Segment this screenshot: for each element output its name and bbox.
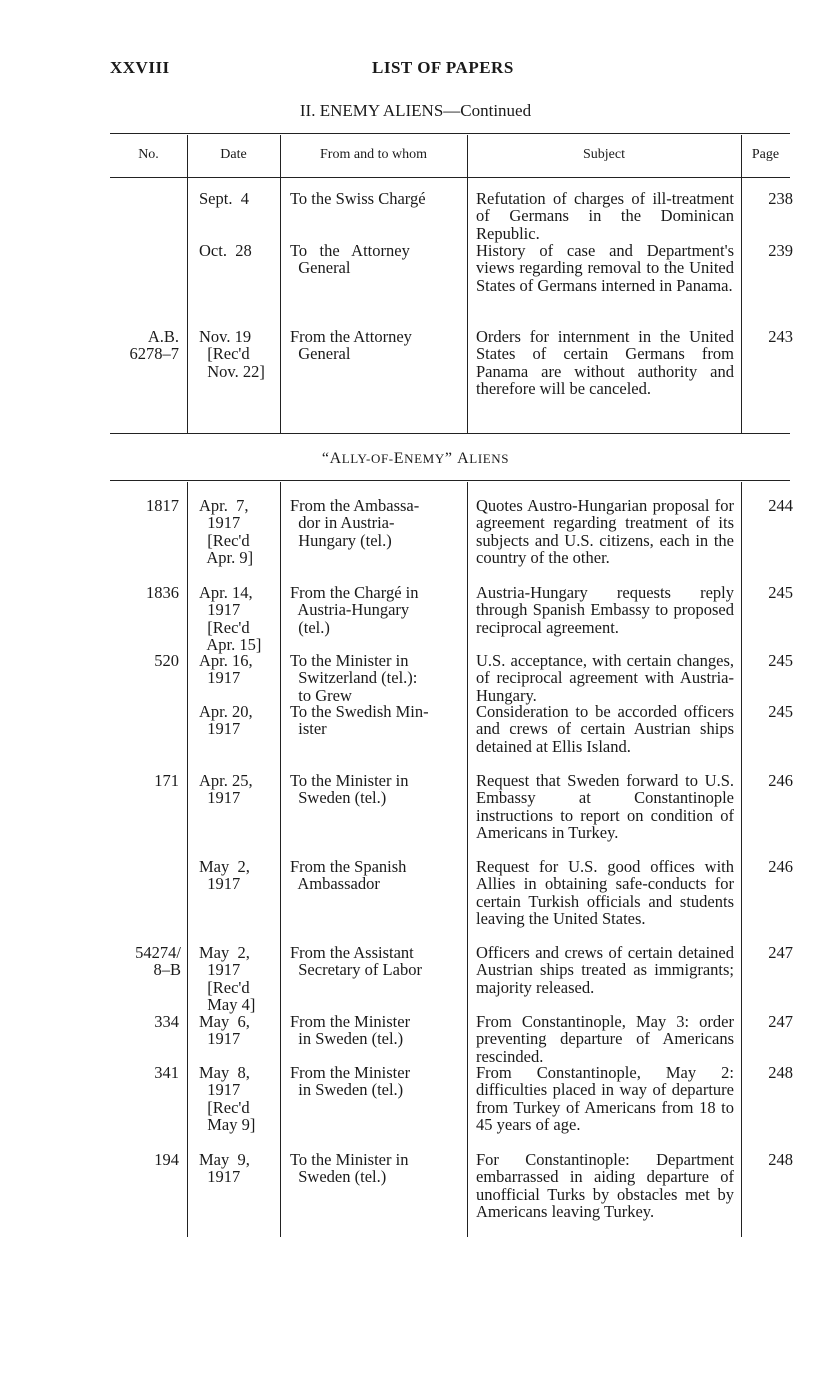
table1-top-rule <box>110 133 790 134</box>
row-apr20-from-to: To the Swedish Min- ister <box>290 702 429 739</box>
row-apr20-date: Apr. 20, 1917 <box>199 702 253 739</box>
row-341-date: May 8, 1917 [Rec'd May 9] <box>199 1063 256 1134</box>
row3-from-to: From the Attorney General <box>290 327 412 364</box>
row-520-date: Apr. 16, 1917 <box>199 651 253 688</box>
row-1817-from-to: From the Ambassa- dor in Austria- Hungary (tel.) <box>290 496 420 550</box>
row1-from-to: To the Swiss Chargé <box>290 189 426 208</box>
row-334-date: May 6, 1917 <box>199 1012 250 1049</box>
row-54274-page: 247 <box>768 943 793 962</box>
row2-from-to: To the Attorney General <box>290 241 410 278</box>
table1-divider <box>741 135 742 433</box>
row-1836-no: 1836 <box>146 583 179 602</box>
table1-header-rule <box>110 177 790 178</box>
row-341-subject: From Constantinople, May 2: difficulties placed in way of departure from Turkey of Americans from 18 to 45 years of age. <box>476 1063 734 1134</box>
row-1817-page: 244 <box>768 496 793 515</box>
row-may2-subject: Request for U.S. good offices with Allies in obtaining safe-conducts for certain Turkish officials and students leaving the United States. <box>476 857 734 928</box>
row-54274-subject: Officers and crews of certain detained Austrian ships treated as immigrants; majority released. <box>476 943 734 997</box>
row-520-subject: U.S. acceptance, with certain changes, of reciprocal agreement with Austria-Hungary. <box>476 651 734 705</box>
row-1817-no: 1817 <box>146 496 179 515</box>
row-520-page: 245 <box>768 651 793 670</box>
column-header-from-to: From and to whom <box>320 147 427 162</box>
row2-date: Oct. 28 <box>199 241 252 260</box>
row-341-page: 248 <box>768 1063 793 1082</box>
row-194-page: 248 <box>768 1150 793 1169</box>
table2-divider <box>467 482 468 1237</box>
row1-page: 238 <box>768 189 793 208</box>
row-194-subject: For Constantinople: Department embarrassed in aiding departure of unofficial Turks by obstacles met by Americans leaving Turkey. <box>476 1150 734 1221</box>
row-194-from-to: To the Minister in Sweden (tel.) <box>290 1150 409 1187</box>
row-may2-date: May 2, 1917 <box>199 857 250 894</box>
row-may2-page: 246 <box>768 857 793 876</box>
running-title: LIST OF PAPERS <box>372 58 514 77</box>
column-header-subject: Subject <box>583 147 625 162</box>
row-1836-subject: Austria-Hungary requests reply through Spanish Embassy to proposed reciprocal agreement. <box>476 583 734 637</box>
row1-subject: Refutation of charges of ill-treatment of Germans in the Dominican Republic. <box>476 189 734 243</box>
row3-date: Nov. 19 [Rec'd Nov. 22] <box>199 327 265 381</box>
table2-divider <box>280 482 281 1237</box>
page-number: XXVIII <box>110 58 170 77</box>
row-1836-date: Apr. 14, 1917 [Rec'd Apr. 15] <box>199 583 262 654</box>
row-194-no: 194 <box>154 1150 179 1169</box>
row-171-subject: Request that Sweden forward to U.S. Embassy at Constantinople instructions to report on condition of Americans in Turkey. <box>476 771 734 842</box>
column-header-no: No. <box>138 147 159 162</box>
table1-divider <box>467 135 468 433</box>
row-171-page: 246 <box>768 771 793 790</box>
column-header-page: Page <box>751 147 780 162</box>
row-1817-date: Apr. 7, 1917 [Rec'd Apr. 9] <box>199 496 254 567</box>
table1-divider <box>187 135 188 433</box>
row-171-date: Apr. 25, 1917 <box>199 771 253 808</box>
row-54274-from-to: From the Assistant Secretary of Labor <box>290 943 422 980</box>
row-341-no: 341 <box>154 1063 179 1082</box>
section-title: II. ENEMY ALIENS—Continued <box>299 101 532 120</box>
table2-divider <box>187 482 188 1237</box>
row-171-no: 171 <box>154 771 179 790</box>
row-334-subject: From Constantinople, May 3: order preventing departure of Americans rescinded. <box>476 1012 734 1066</box>
row-334-page: 247 <box>768 1012 793 1031</box>
table1-divider <box>280 135 281 433</box>
table2-top-rule <box>110 480 790 481</box>
row-apr20-subject: Consideration to be accorded officers and crews of certain Austrian ships detained at Ellis Island. <box>476 702 734 756</box>
column-header-date: Date <box>220 147 247 162</box>
row-334-from-to: From the Minister in Sweden (tel.) <box>290 1012 411 1049</box>
row-194-date: May 9, 1917 <box>199 1150 250 1187</box>
subsection-title: “ALLY-OF-ENEMY” ALIENS <box>321 450 510 467</box>
row-1836-page: 245 <box>768 583 793 602</box>
row2-subject: History of case and Department's views regarding removal to the United States of Germans interned in Panama. <box>476 241 734 295</box>
row-334-no: 334 <box>154 1012 179 1031</box>
row-520-from-to: To the Minister in Switzerland (tel.): to Grew <box>290 651 418 705</box>
row-1836-from-to: From the Chargé in Austria-Hungary (tel.) <box>290 583 419 637</box>
row-apr20-page: 245 <box>768 702 793 721</box>
row-171-from-to: To the Minister in Sweden (tel.) <box>290 771 409 808</box>
row-1817-subject: Quotes Austro-Hungarian proposal for agreement regarding treatment of its subjects and U.S. citizens, each in the country of the other. <box>476 496 734 567</box>
table1-bottom-rule <box>110 433 790 434</box>
row3-page: 243 <box>768 327 793 346</box>
row2-page: 239 <box>768 241 793 260</box>
row1-date: Sept. 4 <box>199 189 249 208</box>
row-54274-date: May 2, 1917 [Rec'd May 4] <box>199 943 256 1014</box>
row-54274-no: 54274/ 8–B <box>135 943 181 980</box>
row-may2-from-to: From the Spanish Ambassador <box>290 857 407 894</box>
row3-subject: Orders for internment in the United States of certain Germans from Panama are without authority and therefore will be canceled. <box>476 327 734 398</box>
row-341-from-to: From the Minister in Sweden (tel.) <box>290 1063 411 1100</box>
row3-no: A.B. 6278–7 <box>129 327 179 364</box>
row-520-no: 520 <box>154 651 179 670</box>
